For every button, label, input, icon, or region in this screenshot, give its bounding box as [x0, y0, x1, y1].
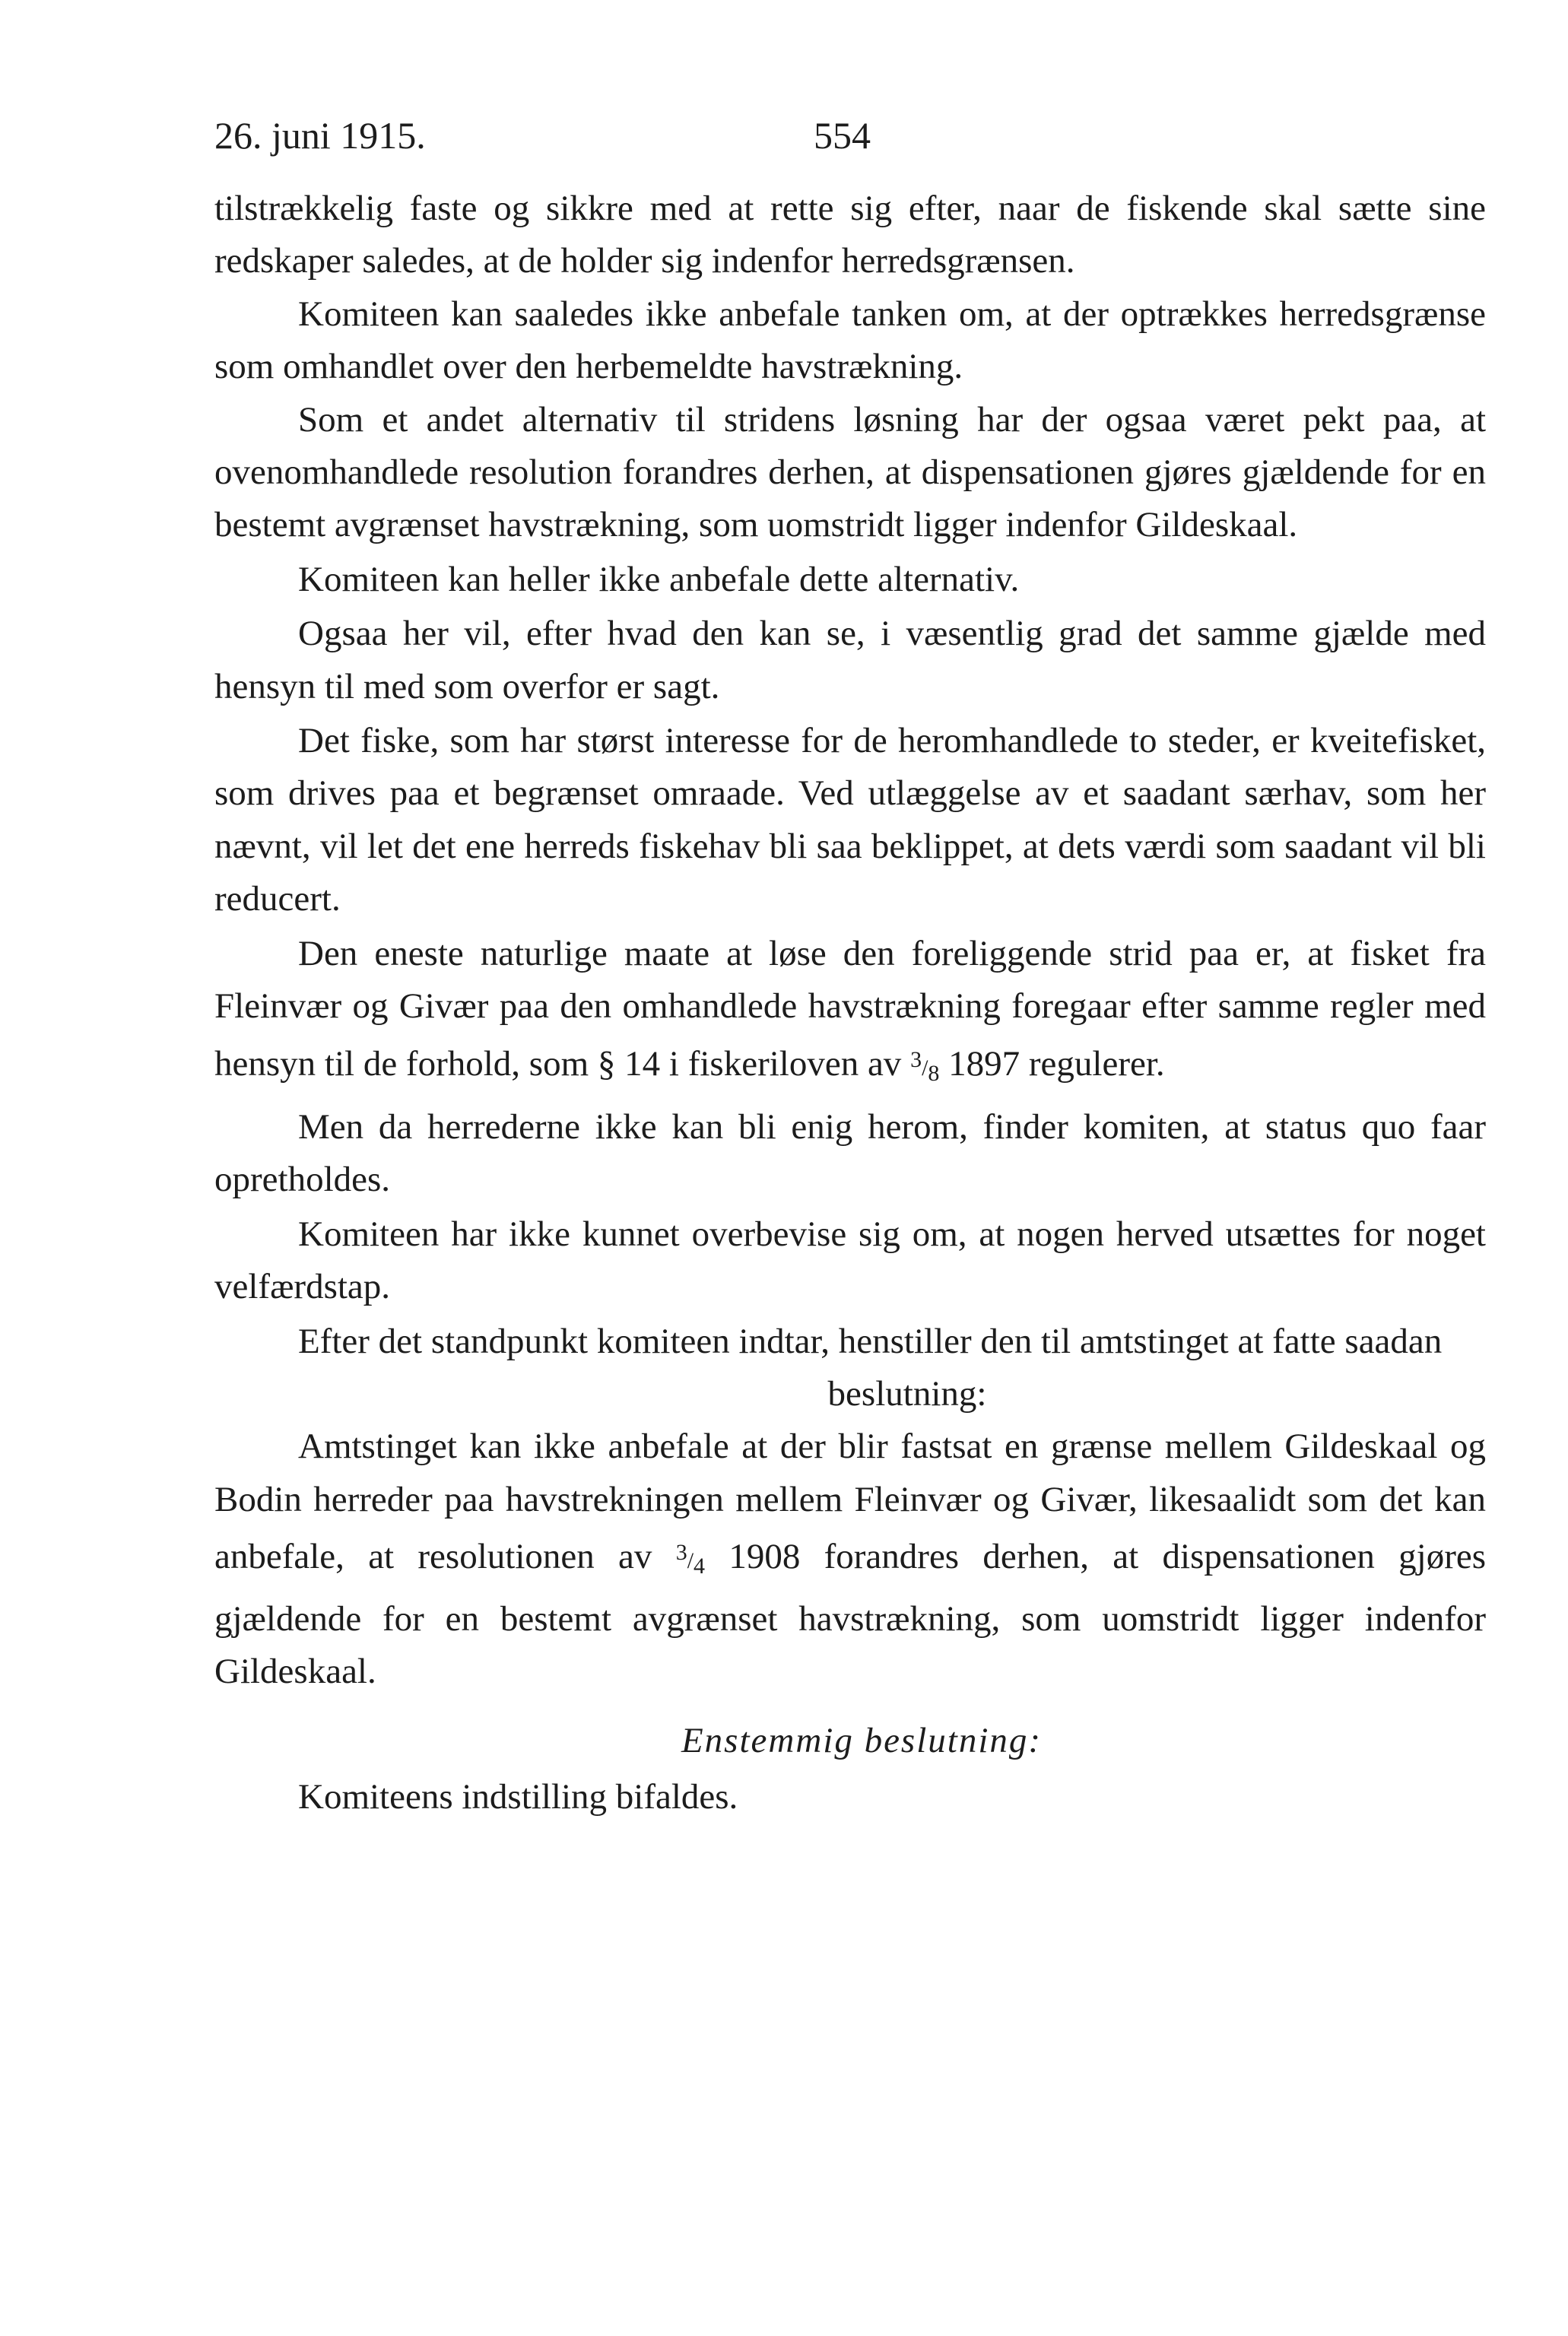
paragraph-with-fraction [214, 928, 1486, 1100]
paragraph: Komiteen kan saaledes ikke anbefale tanken om, at der optrækkes herredsgrænse som omhandlet over den herbemeldte havstrækning. [214, 294, 1486, 387]
fraction-numerator: 3 [910, 1046, 922, 1072]
paragraph: Komiteen har ikke kunnet overbevise sig om, at nogen herved utsættes for noget velfærdstap. [214, 1214, 1486, 1307]
paragraph-text: 1908 forandres derhen, at dispensationen gjøres gjældende for en bestemt avgrænset havstrækning, som uomstridt ligger indenfor Gildeskaal. [214, 1537, 1487, 1691]
paragraph: Men da herrederne ikke kan bli enig herom, finder komiten, at status quo faar opretholdes. [214, 1106, 1486, 1200]
page-header [214, 105, 1492, 166]
resolution-heading: beslutning: [827, 1373, 987, 1414]
paragraph: Komiteen kan heller ikke anbefale dette alternativ. [298, 559, 1020, 599]
fraction-denominator: 4 [694, 1554, 706, 1579]
paragraph: tilstrækkelig faste og sikkre med at rette sig efter, naar de fiskende skal sætte sine redskaper saledes, at de holder sig indenfor herredsgrænsen. [214, 189, 1486, 281]
fraction: $^3/_4$ [675, 1540, 706, 1579]
paragraph: Ogsaa her vil, efter hvad den kan se, i væsentlig grad det samme gjælde med hensyn til med som overfor er sagt. [214, 614, 1486, 706]
page-number: 554 [814, 114, 871, 157]
paragraph-text: 1897 regulerer. [948, 1043, 1165, 1084]
fraction-denominator: 8 [928, 1060, 940, 1086]
unanimous-decision-heading: Enstemmig beslutning: [681, 1721, 1043, 1761]
fraction-numerator: 3 [675, 1540, 687, 1566]
paragraph-text: Amtstinget kan ikke anbefale at der blir fastsat en grænse mellem Gildeskaal og Bodin herreder paa havstrekningen mellem Fleinvær og Givær, likesaalidt som det kan anbefale, at resolutionen av [214, 1427, 1486, 1577]
fraction: $^3/_8$ [910, 1046, 940, 1086]
paragraph: Efter det standpunkt komiteen indtar, henstiller den til amtstinget at fatte saadan [298, 1321, 1443, 1361]
paragraph: Det fiske, som har størst interesse for de heromhandlede to steder, er kveitefisket, som drives paa et begrænset omraade. Ved utlæggelse av et saadant særhav, som her nævnt, vil let det ene herreds fiskehav bli saa beklippet, at dets værdi som saadant vil bli reducert. [214, 721, 1486, 919]
page-body [214, 182, 1486, 1823]
paragraph: Som et andet alternativ til stridens løsning har der ogsaa været pekt paa, at ovenomhandlede resolution forandres derhen, at dispensationen gjøres gjældende for en bestemt avgrænset havstrækning, som uomstridt ligger indenfor Gildeskaal. [214, 399, 1486, 545]
paragraph-with-fraction [214, 1420, 1486, 1698]
header-date: 26. juni 1915. [214, 114, 426, 157]
paragraph: Komiteens indstilling bifaldes. [298, 1776, 738, 1817]
paragraph-text: Den eneste naturlige maate at løse den foreliggende strid paa er, at fisket fra Fleinvær og Givær paa den omhandlede havstrækning foregaar efter samme regler med hensyn til de forhold, som § 14 i fiskeriloven av [214, 933, 1486, 1084]
